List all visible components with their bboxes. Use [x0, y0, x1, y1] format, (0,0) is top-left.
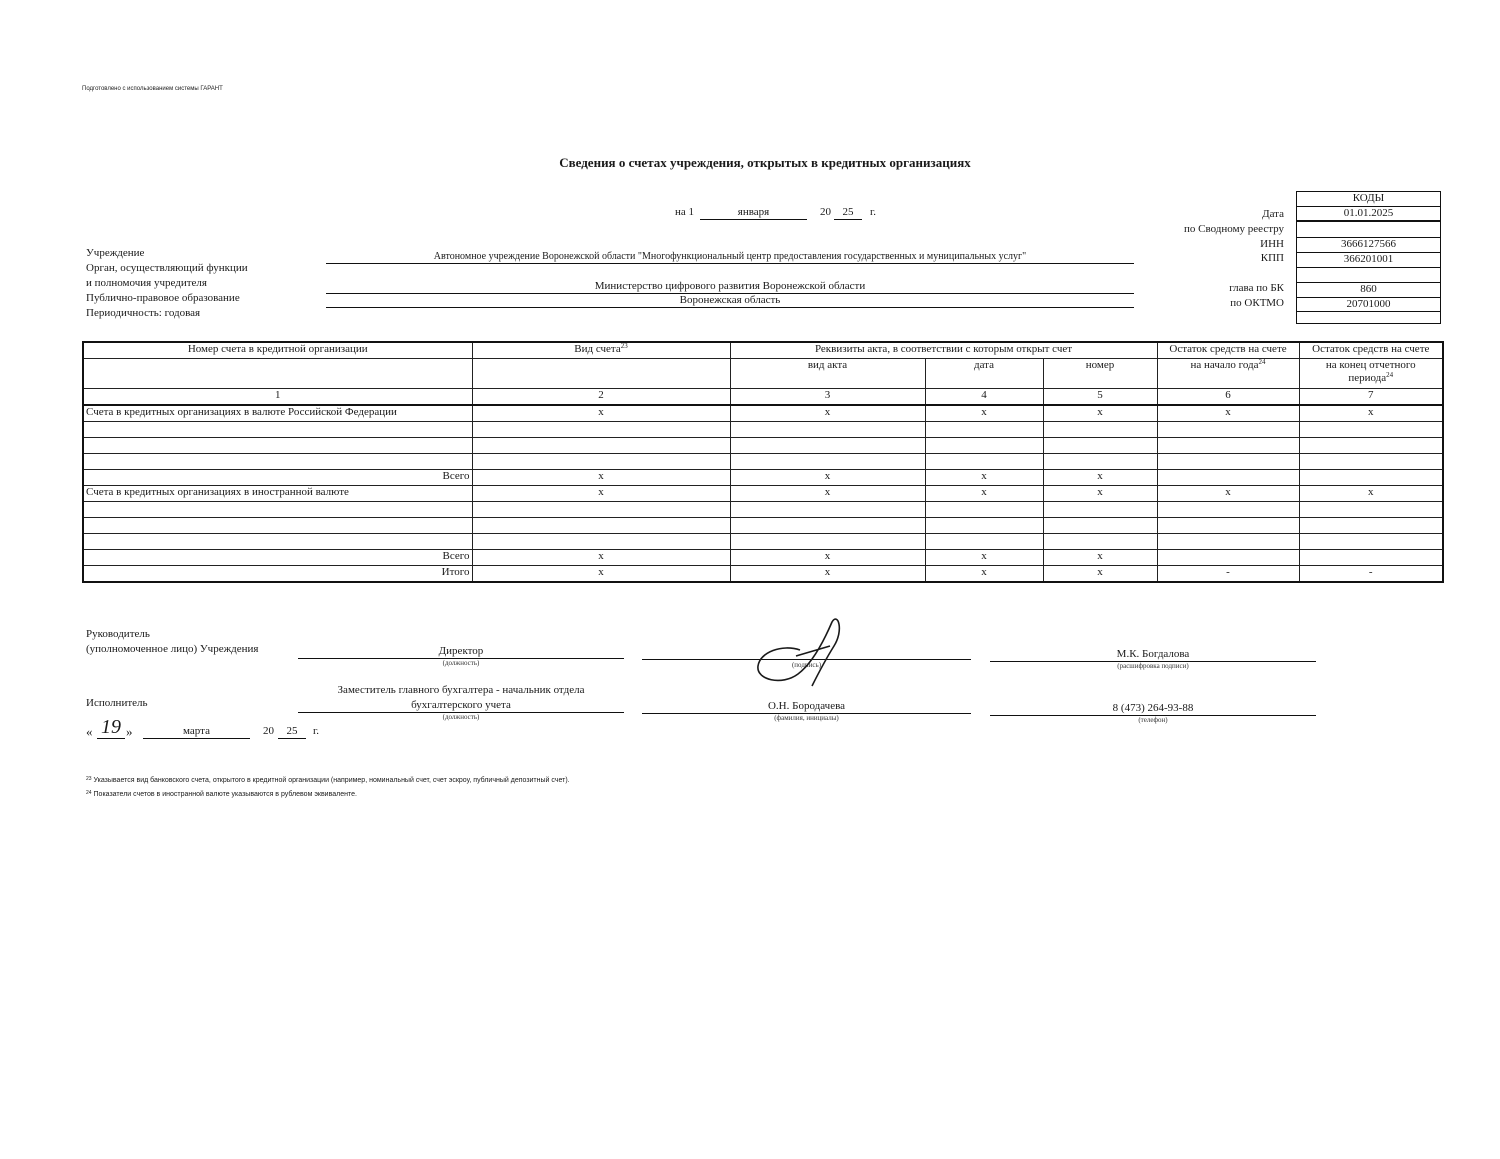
code-kpp: 366201001 — [1297, 253, 1440, 268]
cell-dash: - — [1299, 566, 1443, 583]
col-num: 7 — [1299, 389, 1443, 406]
date-year-prefix: 20 — [820, 206, 831, 218]
cell-empty — [1299, 470, 1443, 486]
grand-total-label: Итого — [83, 566, 472, 583]
cell-empty — [1157, 550, 1299, 566]
cell-x: x — [1043, 405, 1157, 422]
cell-x: x — [472, 486, 730, 502]
date-year: 25 — [834, 206, 862, 220]
quote-open: « — [86, 724, 93, 739]
caption-position-2: (должность) — [442, 713, 480, 721]
sign-day: 19 — [97, 716, 125, 739]
code-oktmo: 20701000 — [1297, 298, 1440, 312]
code-registry — [1297, 222, 1440, 238]
head-position: Директор — [298, 645, 624, 659]
h-act-date: дата — [925, 359, 1043, 389]
col-num: 1 — [83, 389, 472, 406]
header-row-2 — [83, 359, 1443, 389]
h-type: Вид счета$^{23}$ — [472, 342, 730, 359]
col-num: 3 — [730, 389, 925, 406]
sign-year-prefix: 20 — [263, 725, 274, 737]
empty-row — [83, 534, 1443, 550]
col-num: 5 — [1043, 389, 1157, 406]
exec-position-2: бухгалтерского учета — [298, 699, 624, 713]
cell-x: x — [472, 550, 730, 566]
empty-row — [83, 454, 1443, 470]
date-prefix: на 1 — [675, 206, 695, 218]
code-label-inn: ИНН — [1260, 238, 1284, 250]
exec-position-1: Заместитель главного бухгалтера - начальник отдела — [337, 684, 585, 696]
cell-empty — [1157, 470, 1299, 486]
label-organ-2: и полномочия учредителя — [86, 277, 207, 289]
cell-x: x — [1043, 470, 1157, 486]
accounts-table — [82, 341, 1444, 583]
footnote-23: $^{23}$ Указывается вид банковского счета, открытого в кредитной организации (например, номинальный счет, счет эскроу, публичный депозитный счет). — [86, 776, 570, 784]
label-entity: Публично-правовое образование — [86, 292, 240, 304]
code-label-kpp: КПП — [1260, 252, 1284, 264]
code-date: 01.01.2025 — [1297, 207, 1440, 222]
caption-position: (должность) — [442, 659, 480, 667]
label-institution: Учреждение — [86, 247, 145, 259]
cell-x: x — [1043, 566, 1157, 583]
h-bal-start-1: Остаток средств на счете — [1157, 342, 1299, 359]
h-account-empty — [83, 359, 472, 389]
code-label-date: Дата — [1262, 208, 1284, 220]
cell-x: x — [1157, 405, 1299, 422]
h-act-num: номер — [1043, 359, 1157, 389]
cell-x: x — [1043, 550, 1157, 566]
section-rub-row — [83, 405, 1443, 422]
cell-x: x — [925, 550, 1043, 566]
code-label-registry: по Сводному реестру — [1184, 223, 1284, 235]
cell-x: x — [472, 470, 730, 486]
codes-box — [1296, 191, 1441, 324]
total-label: Всего — [83, 550, 472, 566]
empty-row — [83, 518, 1443, 534]
cell-dash: - — [1157, 566, 1299, 583]
head-label-2: (уполномоченное лицо) Учреждения — [86, 643, 259, 655]
label-organ-1: Орган, осуществляющий функции — [86, 262, 248, 274]
caption-signature: (подпись) — [791, 661, 822, 669]
head-label-1: Руководитель — [86, 628, 150, 640]
empty-row — [83, 438, 1443, 454]
page-title: Сведения о счетах учреждения, открытых в кредитных организациях — [559, 155, 971, 170]
organ-value: Министерство цифрового развития Воронежской области — [326, 280, 1134, 294]
col-num: 6 — [1157, 389, 1299, 406]
cell-x: x — [730, 550, 925, 566]
section-foreign-label: Счета в кредитных организациях в иностранной валюте — [83, 486, 472, 502]
exec-phone: 8 (473) 264-93-88 — [990, 702, 1316, 716]
col-num: 2 — [472, 389, 730, 406]
cell-x: x — [925, 566, 1043, 583]
h-account: Номер счета в кредитной организации — [83, 342, 472, 359]
cell-x: x — [730, 486, 925, 502]
code-bk: 860 — [1297, 283, 1440, 298]
header-row-1 — [83, 342, 1443, 359]
date-month: января — [700, 206, 807, 220]
empty-row — [83, 502, 1443, 518]
h-act: Реквизиты акта, в соответствии с которым открыт счет — [730, 342, 1157, 359]
h-bal-start-2: на начало года$^{24}$ — [1157, 359, 1299, 389]
caption-decoding: (расшифровка подписи) — [1117, 662, 1189, 670]
total-rub-row — [83, 470, 1443, 486]
h-bal-end-2: на конец отчетного периода$^{24}$ — [1299, 359, 1443, 389]
code-label-oktmo: по ОКТМО — [1230, 297, 1284, 309]
codes-header: КОДЫ — [1297, 192, 1440, 207]
cell-x: x — [1299, 486, 1443, 502]
head-name: М.К. Богдалова — [990, 648, 1316, 662]
h-type-empty — [472, 359, 730, 389]
sign-month: марта — [143, 725, 250, 739]
col-num: 4 — [925, 389, 1043, 406]
cell-x: x — [925, 486, 1043, 502]
code-inn: 3666127566 — [1297, 238, 1440, 253]
prepared-note: Подготовлено с использованием системы ГАРАНТ — [82, 86, 223, 92]
grand-total-row — [83, 566, 1443, 583]
total-label: Всего — [83, 470, 472, 486]
exec-name: О.Н. Бородачева — [642, 700, 971, 714]
entity-value: Воронежская область — [326, 294, 1134, 308]
cell-x: x — [730, 566, 925, 583]
cell-x: x — [472, 566, 730, 583]
caption-phone: (телефон) — [1138, 716, 1168, 724]
date-suffix: г. — [870, 206, 877, 218]
sign-year: 25 — [278, 725, 306, 739]
quote-close: » — [126, 724, 133, 739]
cell-x: x — [925, 405, 1043, 422]
section-rub-label: Счета в кредитных организациях в валюте Российской Федерации — [83, 405, 472, 422]
total-foreign-row — [83, 550, 1443, 566]
cell-x: x — [1043, 486, 1157, 502]
signature-mark — [752, 616, 852, 688]
code-empty-1 — [1297, 268, 1440, 283]
cell-x: x — [730, 405, 925, 422]
cell-empty — [1299, 550, 1443, 566]
label-periodicity: Периодичность: годовая — [86, 307, 201, 319]
footnote-24: $^{24}$ Показатели счетов в иностранной валюте указываются в рублевом эквиваленте. — [86, 790, 357, 798]
code-label-bk: глава по БК — [1229, 282, 1284, 294]
cell-x: x — [730, 470, 925, 486]
h-act-type: вид акта — [730, 359, 925, 389]
cell-x: x — [1157, 486, 1299, 502]
institution-value: Автономное учреждение Воронежской области "Многофункциональный центр предоставления государственных и муниципальных услуг" — [326, 251, 1134, 264]
cell-x: x — [1299, 405, 1443, 422]
sign-suffix: г. — [313, 725, 320, 737]
cell-x: x — [472, 405, 730, 422]
section-foreign-row — [83, 486, 1443, 502]
executor-label: Исполнитель — [86, 697, 148, 709]
empty-row — [83, 422, 1443, 438]
h-bal-end-1: Остаток средств на счете — [1299, 342, 1443, 359]
cell-x: x — [925, 470, 1043, 486]
caption-fio: (фамилия, инициалы) — [774, 714, 839, 722]
col-number-row — [83, 389, 1443, 406]
